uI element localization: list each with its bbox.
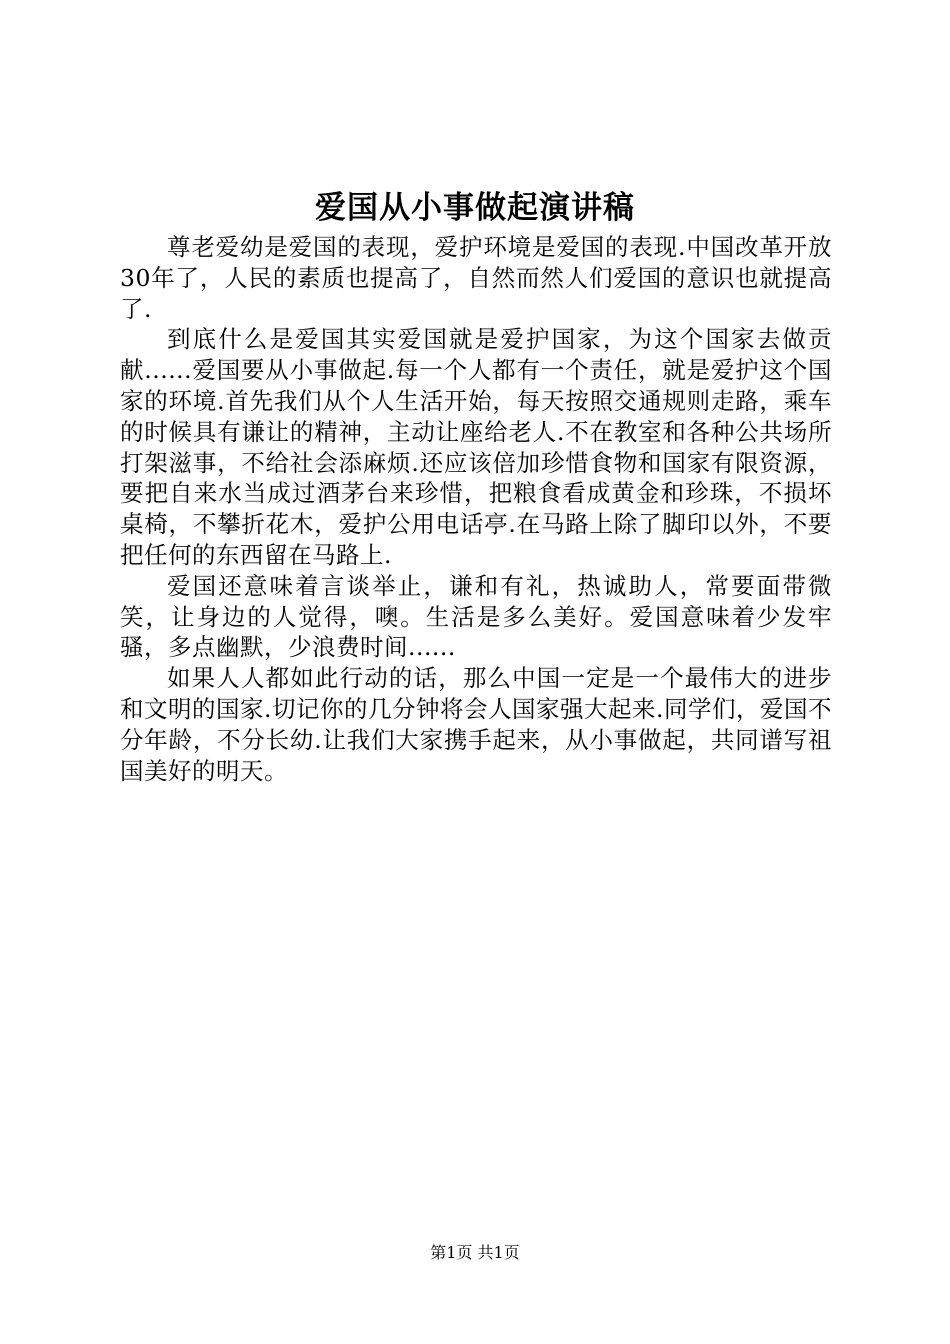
paragraph-3: 爱国还意味着言谈举止，谦和有礼，热诚助人，常要面带微笑，让身边的人觉得，噢。生活是多么美好。爱国意味着少发牢骚，多点幽默，少浪费时间...... xyxy=(120,571,832,662)
document-body xyxy=(120,232,832,786)
paragraph-2: 到底什么是爱国其实爱国就是爱护国家，为这个国家去做贡献......爱国要从小事做起.每一个人都有一个责任，就是爱护这个国家的环境.首先我们从个人生活开始，每天按照交通规则走路，乘车的时候具有谦让的精神，主动让座给老人.不在教室和各种公共场所打架滋事，不给社会添麻烦.还应该倍加珍惜食物和国家有限资源，要把自来水当成过酒茅台来珍惜，把粮食看成黄金和珍珠，不损坏桌椅，不攀折花木，爱护公用电话亭.在马路上除了脚印以外，不要把任何的东西留在马路上. xyxy=(120,325,832,569)
paragraph-4: 如果人人都如此行动的话，那么中国一定是一个最伟大的进步和文明的国家.切记你的几分钟将会人国家强大起来.同学们，爱国不分年龄，不分长幼.让我们大家携手起来，从小事做起，共同谱写祖国美好的明天。 xyxy=(120,664,832,785)
document-title: 爱国从小事做起演讲稿 xyxy=(315,190,635,226)
paragraph-1: 尊老爱幼是爱国的表现，爱护环境是爱国的表现.中国改革开放30年了，人民的素质也提高了，自然而然人们爱国的意识也就提高了. xyxy=(120,233,832,323)
page-number-footer: 第1页 共1页 xyxy=(430,1243,520,1262)
